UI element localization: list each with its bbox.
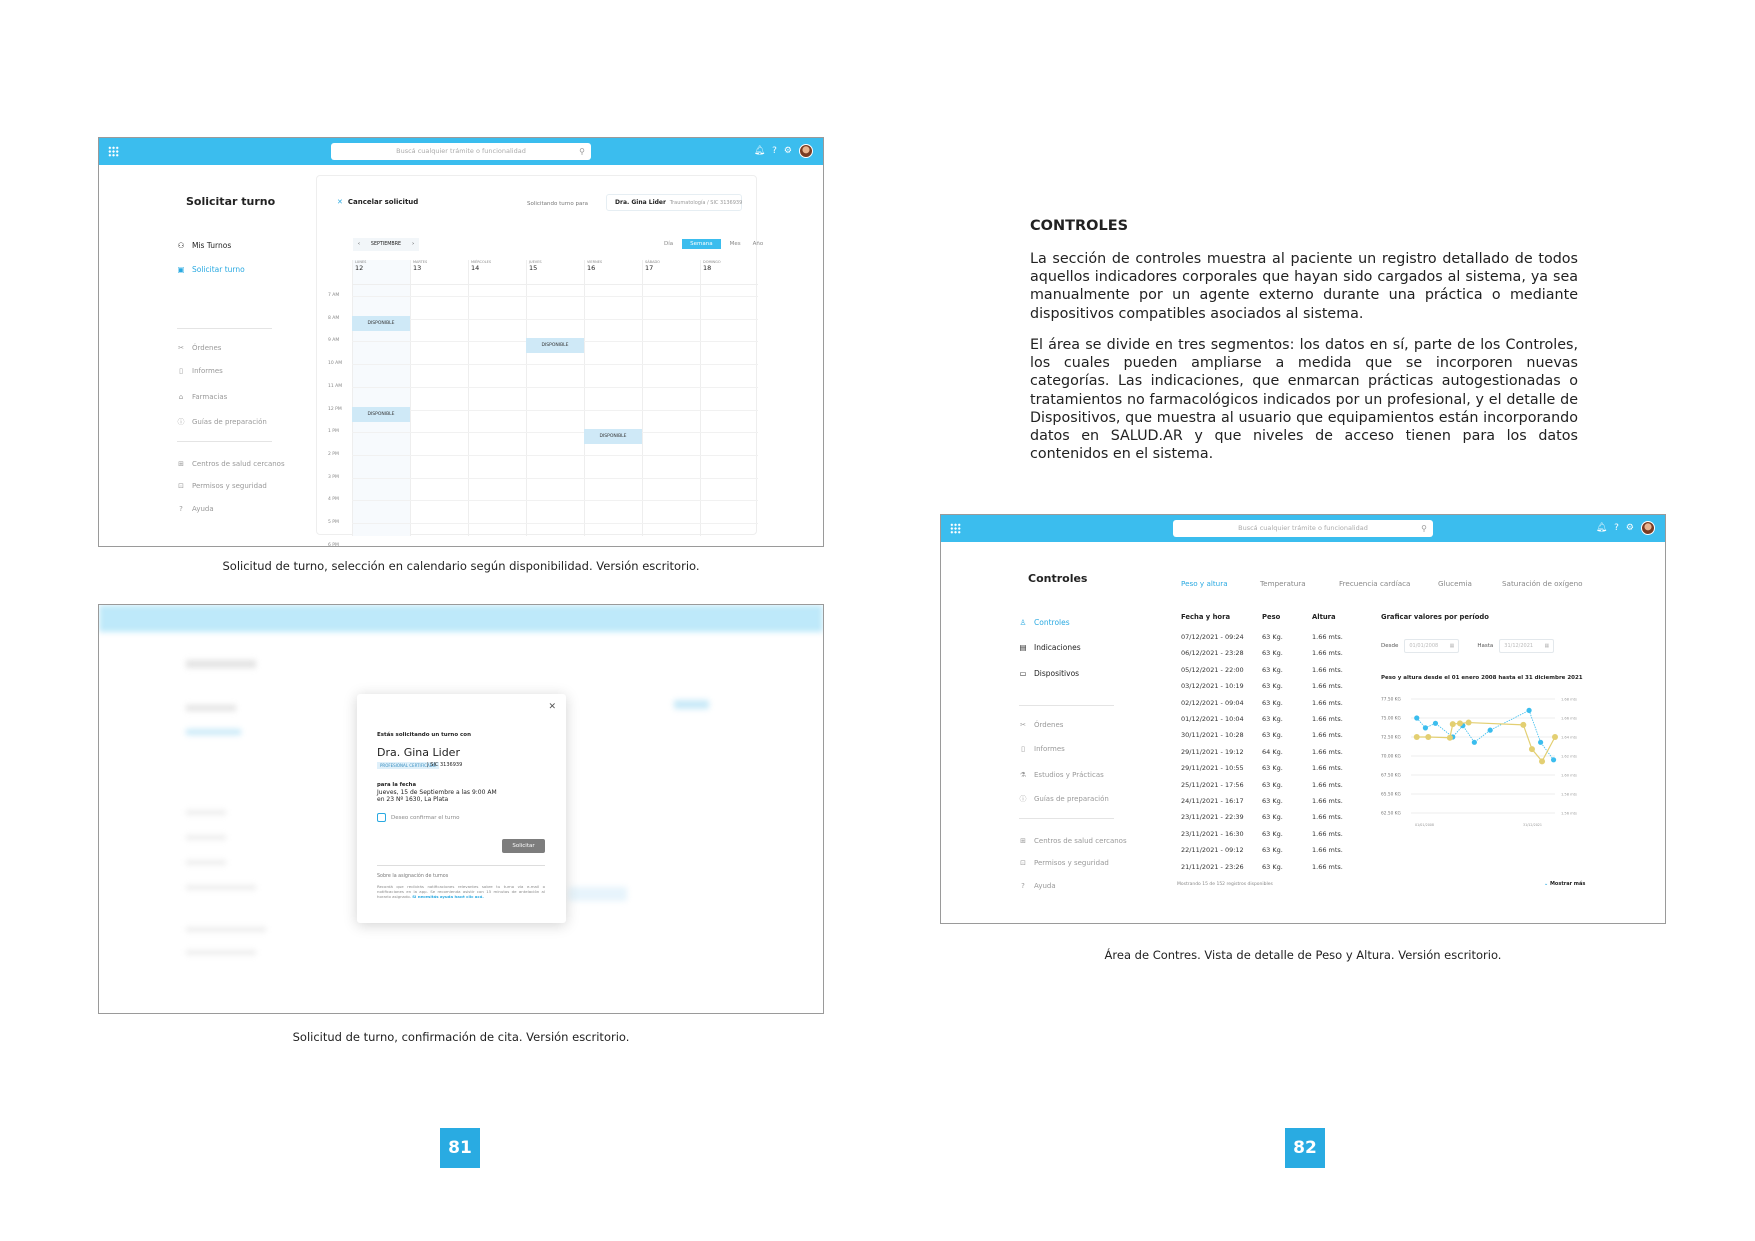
- hour-line: [352, 319, 758, 320]
- search-icon: ⚲: [1421, 524, 1427, 533]
- table-cell: 29/11/2021 - 10:55: [1181, 764, 1244, 773]
- sidebar-item-label: Permisos y seguridad: [192, 482, 267, 490]
- table-cell: 63 Kg.: [1262, 731, 1283, 740]
- sidebar-item-estudios-y-practicas[interactable]: [1018, 771, 1104, 779]
- apps-grid-icon[interactable]: [950, 523, 961, 534]
- table-cell: 63 Kg.: [1262, 797, 1283, 805]
- table-cell: 1.66 mts.: [1312, 633, 1343, 641]
- data-point-peso[interactable]: [1472, 740, 1477, 745]
- confirm-checkbox[interactable]: [377, 813, 460, 822]
- table-cell: 01/12/2021 - 10:04: [1181, 715, 1244, 723]
- table-cell: 1.66 mts.: [1312, 649, 1343, 658]
- day-column[interactable]: [526, 260, 584, 536]
- divider: [377, 865, 545, 866]
- day-column[interactable]: [410, 260, 468, 536]
- day-name: MIÉRCOLES: [471, 260, 492, 264]
- table-cell: 07/12/2021 - 09:24: [1181, 633, 1244, 641]
- table-cell: 21/11/2021 - 23:26: [1181, 862, 1244, 871]
- day-column[interactable]: [700, 260, 758, 536]
- table-cell: 63 Kg.: [1262, 780, 1283, 789]
- sidebar-item-label: Informes: [192, 367, 223, 375]
- data-point-peso[interactable]: [1526, 708, 1531, 713]
- people-icon: ⚇: [177, 241, 185, 250]
- tab-temperatura[interactable]: Temperatura: [1260, 579, 1306, 588]
- month-navigator: [353, 238, 419, 251]
- data-point-peso[interactable]: [1538, 740, 1543, 745]
- to-date-input[interactable]: [1499, 639, 1554, 653]
- table-cell: 1.66 mts.: [1312, 780, 1343, 789]
- time-label: 3 PM: [328, 474, 339, 480]
- search-input[interactable]: [1173, 520, 1433, 537]
- column-header: Altura: [1312, 613, 1336, 621]
- next-month-button[interactable]: ›: [412, 242, 414, 247]
- divider: [1019, 705, 1114, 706]
- from-label: Desde: [1381, 643, 1399, 649]
- hour-line: [352, 364, 758, 365]
- close-icon: ✕: [337, 198, 343, 206]
- hour-line: [352, 546, 758, 547]
- hour-line: [352, 410, 758, 411]
- doctor-chip[interactable]: [606, 194, 742, 211]
- data-point-peso[interactable]: [1423, 725, 1428, 730]
- table-cell: 22/11/2021 - 09:12: [1181, 846, 1244, 855]
- y-tick-label: 65.50 KG: [1381, 792, 1401, 798]
- data-point-peso[interactable]: [1488, 728, 1493, 733]
- graph-title: Graficar valores por período: [1381, 613, 1489, 621]
- day-header: [355, 260, 413, 272]
- data-point-peso[interactable]: [1414, 715, 1419, 720]
- divider: [1019, 818, 1114, 819]
- page-title: Solicitar turno: [186, 195, 276, 208]
- table-cell: 63 Kg.: [1262, 633, 1283, 641]
- checkbox-label: Deseo confirmar el turno: [391, 814, 460, 821]
- y-tick-label: 62.50 KG: [1381, 811, 1401, 817]
- confirm-modal: [357, 694, 566, 923]
- modal-doctor-name: Dra. Gina Lider: [377, 746, 460, 759]
- table-cell: 1.66 mts.: [1312, 698, 1343, 707]
- table-cell: 63 Kg.: [1262, 764, 1283, 773]
- y2-tick-label: 1.56 mts: [1561, 811, 1577, 816]
- day-column[interactable]: [468, 260, 526, 536]
- avatar[interactable]: [799, 144, 813, 158]
- from-date-input[interactable]: [1404, 639, 1459, 653]
- cancel-request-button[interactable]: [337, 198, 418, 206]
- sidebar-item-label: Guías de preparación: [1034, 795, 1109, 803]
- table-cell: 02/12/2021 - 09:04: [1181, 698, 1244, 707]
- sidebar-item-solicitar-turno[interactable]: [176, 265, 245, 274]
- gear-icon[interactable]: ⚙: [1625, 523, 1634, 533]
- sidebar-item-centros-de-salud-cercanos[interactable]: [1018, 837, 1127, 845]
- x-tick-label: 31/12/2021: [1523, 823, 1543, 827]
- page-number: 81: [440, 1128, 480, 1168]
- day-header: [471, 260, 529, 272]
- table-cell: 30/11/2021 - 10:28: [1181, 731, 1244, 740]
- sidebar-item-permisos-y-seguridad[interactable]: [176, 482, 267, 490]
- to-value: 31/12/2021: [1504, 643, 1534, 649]
- time-label: 5 PM: [328, 520, 339, 525]
- y-tick-label: 72.50 KG: [1381, 735, 1401, 741]
- doctor-detail: Traumatología / SIC 3136939: [669, 200, 743, 206]
- y-tick-label: 70.00 KG: [1381, 754, 1401, 760]
- available-slot[interactable]: DISPONIBLE: [526, 338, 584, 353]
- info-icon: ⓘ: [177, 418, 185, 426]
- table-cell: 63 Kg.: [1262, 649, 1283, 658]
- appointment-address: en 23 Nº 1630, La Plata: [377, 796, 449, 803]
- table-cell: 24/11/2021 - 16:17: [1181, 797, 1244, 805]
- tab-peso-y-altura[interactable]: Peso y altura: [1181, 579, 1228, 588]
- data-point-altura[interactable]: [1466, 720, 1472, 726]
- sidebar-item-label: Farmacias: [192, 393, 228, 401]
- tab-frecuencia-cardiaca[interactable]: Frecuencia cardíaca: [1339, 579, 1411, 588]
- time-label: 6 PM: [328, 542, 339, 547]
- hour-line: [352, 432, 758, 433]
- search-placeholder: Buscá cualquier trámite o funcionalidad: [396, 147, 526, 155]
- lock-icon: ⊡: [1020, 859, 1026, 867]
- tab-saturacion-de-oxigeno[interactable]: Saturación de oxígeno: [1502, 579, 1583, 588]
- sidebar-item-label: Centros de salud cercanos: [1034, 837, 1127, 845]
- data-point-altura[interactable]: [1457, 720, 1463, 726]
- sidebar-item-centros-de-salud-cercanos[interactable]: [176, 460, 285, 468]
- day-number: 17: [645, 264, 654, 272]
- divider: [177, 328, 272, 329]
- sidebar-item-label: Mis Turnos: [192, 241, 232, 250]
- table-cell: 63 Kg.: [1262, 715, 1283, 723]
- y2-tick-label: 1.66 mts: [1561, 716, 1577, 721]
- calendar-icon: ▦: [1449, 643, 1455, 649]
- sidebar-item-guias-de-preparacion[interactable]: [1018, 794, 1109, 804]
- user-icon: ♙: [1019, 618, 1027, 627]
- day-header: [413, 260, 471, 272]
- doctor-name: Dra. Gina Lider: [615, 199, 666, 206]
- lock-icon: ⊡: [178, 482, 184, 490]
- tab-glucemia[interactable]: Glucemia: [1438, 579, 1472, 588]
- column-header: Fecha y hora: [1181, 613, 1231, 621]
- day-name: VIERNES: [587, 260, 603, 264]
- calendar-screenshot: [98, 137, 824, 547]
- column-header: Peso: [1262, 613, 1281, 621]
- data-point-altura[interactable]: [1425, 734, 1431, 740]
- available-slot[interactable]: DISPONIBLE: [584, 429, 642, 444]
- apps-grid-icon[interactable]: [108, 146, 119, 157]
- hour-line: [352, 500, 758, 501]
- controls-screenshot: [940, 514, 1666, 924]
- bell-icon[interactable]: 🔔︎: [1595, 523, 1608, 533]
- table-cell: 64 Kg.: [1262, 747, 1283, 756]
- sidebar-item-label: Estudios y Prácticas: [1034, 771, 1104, 779]
- day-number: 18: [703, 264, 712, 272]
- sidebar-item-ordenes[interactable]: [1018, 721, 1063, 729]
- sidebar-item-guias-de-preparacion[interactable]: [176, 417, 267, 427]
- view-dia[interactable]: Día: [664, 241, 674, 247]
- table-cell: 25/11/2021 - 17:56: [1181, 780, 1244, 789]
- x-tick-label: 01/01/2008: [1415, 823, 1435, 827]
- hour-line: [352, 387, 758, 388]
- y-tick-label: 77.50 KG: [1381, 697, 1401, 703]
- page-number: 82: [1285, 1128, 1325, 1168]
- day-number: 16: [587, 264, 596, 272]
- confirmation-screenshot: [98, 604, 824, 1014]
- caption-confirmation: Solicitud de turno, confirmación de cita. Versión escritorio.: [292, 1030, 630, 1044]
- flask-icon: ⚗: [1019, 771, 1027, 779]
- time-label: 7 AM: [328, 293, 340, 298]
- table-cell: 1.66 mts.: [1312, 797, 1343, 805]
- day-header: [645, 260, 703, 272]
- day-number: 14: [471, 264, 480, 272]
- help-icon[interactable]: ?: [772, 146, 777, 156]
- day-name: MARTES: [413, 260, 428, 264]
- day-header: [587, 260, 645, 272]
- store-icon: ⌂: [178, 393, 184, 401]
- show-more-label: Mostrar más: [1549, 881, 1586, 887]
- help-icon: ?: [1021, 882, 1025, 890]
- sidebar-item-informes[interactable]: [1018, 745, 1065, 753]
- y-tick-label: 75.00 KG: [1381, 716, 1401, 722]
- prev-month-button[interactable]: ‹: [358, 242, 360, 247]
- time-label: 4 PM: [328, 497, 339, 503]
- time-label: 11 AM: [328, 383, 343, 389]
- weight-height-chart: [1377, 685, 1587, 845]
- device-icon: ▭: [1019, 669, 1027, 678]
- day-number: 12: [355, 264, 364, 272]
- table-cell: 63 Kg.: [1262, 665, 1283, 674]
- help-icon[interactable]: ?: [1614, 523, 1619, 533]
- table-cell: 23/11/2021 - 16:30: [1181, 829, 1244, 838]
- table-cell: 1.66 mts.: [1312, 747, 1343, 756]
- cancel-label: Cancelar solicitud: [347, 198, 419, 206]
- page-title: Controles: [1028, 572, 1088, 585]
- data-point-altura[interactable]: [1529, 746, 1535, 752]
- section-heading: CONTROLES: [1030, 218, 1129, 234]
- sidebar-item-label: Controles: [1034, 618, 1070, 627]
- modal-sic: | SIC 3136939: [427, 762, 463, 768]
- from-value: 01/01/2008: [1409, 643, 1439, 649]
- sidebar-item-label: Permisos y seguridad: [1034, 859, 1109, 867]
- day-column[interactable]: [642, 260, 700, 536]
- help-icon: ?: [179, 505, 183, 513]
- caption-controls: Área de Contres. Vista de detalle de Peso y Altura. Versión escritorio.: [1104, 948, 1502, 962]
- table-cell: 23/11/2021 - 22:39: [1181, 813, 1244, 822]
- y2-tick-label: 1.64 mts: [1561, 735, 1577, 740]
- table-cell: 06/12/2021 - 23:28: [1181, 649, 1244, 658]
- hospital-icon: ⊞: [1020, 837, 1026, 845]
- submit-button[interactable]: Solicitar: [502, 839, 545, 853]
- table-cell: 05/12/2021 - 22:00: [1181, 665, 1244, 674]
- view-mes[interactable]: Mes: [729, 241, 741, 247]
- search-input[interactable]: [331, 143, 591, 160]
- table-cell: 1.66 mts.: [1312, 829, 1343, 838]
- scissors-icon: ✂: [1020, 721, 1026, 729]
- table-cell: 1.66 mts.: [1312, 665, 1343, 674]
- table-cell: 63 Kg.: [1262, 846, 1283, 855]
- date-label: para la fecha: [377, 782, 417, 788]
- day-column[interactable]: [584, 260, 642, 536]
- close-modal-button[interactable]: ✕: [548, 702, 556, 712]
- time-label: 1 PM: [328, 429, 339, 435]
- sidebar-item-farmacias[interactable]: [176, 393, 227, 401]
- show-more-button[interactable]: [1544, 881, 1585, 887]
- day-number: 15: [529, 264, 538, 272]
- caption-calendar: Solicitud de turno, selección en calendario según disponibilidad. Versión escritorio.: [222, 559, 700, 573]
- data-point-altura[interactable]: [1414, 734, 1420, 740]
- table-cell: 63 Kg.: [1262, 862, 1283, 871]
- table-cell: 03/12/2021 - 10:19: [1181, 682, 1244, 691]
- table-cell: 1.66 mts.: [1312, 731, 1343, 740]
- chart-title: Peso y altura desde el 01 enero 2008 hasta el 31 diciembre 2021: [1381, 675, 1583, 681]
- top-bar: [941, 515, 1665, 542]
- month-label: SEPTIEMBRE: [370, 242, 402, 247]
- data-point-altura[interactable]: [1447, 735, 1453, 741]
- time-label: 12 PM: [328, 406, 342, 412]
- help-link[interactable]: Si necesitás ayuda hacé clic acá.: [412, 894, 484, 899]
- table-cell: 29/11/2021 - 19:12: [1181, 747, 1244, 756]
- y-tick-label: 67.50 KG: [1381, 773, 1401, 779]
- day-header: [529, 260, 587, 272]
- hour-line: [352, 296, 758, 297]
- header-divider: [352, 284, 758, 285]
- bell-icon[interactable]: 🔔︎: [753, 146, 766, 156]
- appointment-date: Jueves, 15 de Septiembre a las 9:00 AM: [377, 789, 497, 796]
- sidebar-item-informes[interactable]: [176, 367, 223, 375]
- day-header: [703, 260, 761, 272]
- data-point-altura[interactable]: [1552, 734, 1558, 740]
- table-cell: 1.66 mts.: [1312, 764, 1343, 773]
- day-name: SÁBADO: [645, 260, 660, 264]
- table-cell: 63 Kg.: [1262, 698, 1283, 707]
- report-icon: ▯: [1021, 745, 1025, 753]
- y2-tick-label: 1.68 mts: [1561, 697, 1577, 702]
- y2-tick-label: 1.60 mts: [1561, 773, 1577, 778]
- calendar-icon: ▦: [1544, 643, 1550, 649]
- search-placeholder: Buscá cualquier trámite o funcionalidad: [1238, 524, 1368, 532]
- sidebar-item-label: Órdenes: [1034, 721, 1064, 729]
- sidebar-item-permisos-y-seguridad[interactable]: [1018, 859, 1109, 867]
- sidebar-item-label: Centros de salud cercanos: [192, 460, 285, 468]
- sidebar-item-label: Guías de preparación: [192, 418, 267, 426]
- sidebar-item-label: Órdenes: [192, 344, 222, 352]
- time-label: 10 AM: [328, 361, 343, 367]
- table-cell: 63 Kg.: [1262, 813, 1283, 822]
- sidebar-item-mis-turnos[interactable]: [176, 241, 231, 250]
- records-count: Mostrando 15 de 152 registros disponibles: [1177, 882, 1273, 887]
- chevron-down-icon: ⌄: [1544, 881, 1549, 887]
- hour-line: [352, 523, 758, 524]
- sidebar-item-label: Indicaciones: [1034, 643, 1081, 652]
- hospital-icon: ⊞: [178, 460, 184, 468]
- search-icon: ⚲: [579, 147, 585, 156]
- calendar-card: [316, 175, 764, 547]
- available-slot[interactable]: DISPONIBLE: [352, 407, 410, 422]
- table-cell: 1.66 mts.: [1312, 846, 1343, 855]
- time-label: 9 AM: [328, 338, 340, 344]
- day-column[interactable]: [352, 260, 410, 536]
- y2-tick-label: 1.62 mts: [1561, 754, 1577, 759]
- table-cell: 1.66 mts.: [1312, 813, 1343, 822]
- paragraph-2: El área se divide en tres segmentos: los datos en sí, parte de los Controles, los cuales pueden ampliarse a medida que se incorporen nuevas categorías. Las indicaciones, que enmarcan prácticas autogestionadas o tratamientos no farmacológicos indicados por un profesional, y el detalle de Dispositivos, que muestra al usuario que equipamientos están incorporando datos en SALUD.AR y que niveles de acceso tienen para los datos contenidos en el sistema.: [1030, 337, 1578, 463]
- sidebar-item-indicaciones[interactable]: [1018, 643, 1081, 652]
- sidebar-item-label: Informes: [1034, 745, 1065, 753]
- sidebar-item-dispositivos[interactable]: [1018, 669, 1079, 678]
- calendar-icon: ▣: [177, 265, 185, 274]
- day-number: 13: [413, 264, 422, 272]
- hour-line: [352, 455, 758, 456]
- sidebar-item-label: Ayuda: [192, 505, 214, 513]
- data-point-altura[interactable]: [1450, 721, 1456, 727]
- data-point-altura[interactable]: [1539, 758, 1545, 764]
- scissors-icon: ✂: [178, 344, 184, 352]
- about-body: Recordá que recibirás notificaciones relevantes sobre tu turno vía e-mail o notificaciones en la app. Se recomienda asistir con 15 minutos de antelación al horario asignado.: [377, 884, 545, 899]
- day-name: LUNES: [355, 260, 367, 264]
- view-ano[interactable]: Año: [752, 241, 764, 247]
- about-text: [377, 884, 545, 899]
- sidebar-item-controles[interactable]: [1018, 618, 1070, 627]
- available-slot[interactable]: DISPONIBLE: [352, 316, 410, 331]
- sidebar-item-ordenes[interactable]: [176, 344, 221, 352]
- table-cell: 1.66 mts.: [1312, 715, 1343, 723]
- table-cell: 63 Kg.: [1262, 682, 1283, 691]
- paragraph-1: La sección de controles muestra al paciente un registro detallado de todos aquellos indicadores corporales que hayan sido cargados al sistema, ya sea manualmente por un agente externo durante una práctica o mediante dispositivos compatibles asociados al sistema.: [1030, 251, 1578, 322]
- view-semana[interactable]: Semana: [682, 239, 720, 249]
- modal-intro: Estás solicitando un turno con: [377, 732, 471, 738]
- data-point-peso[interactable]: [1433, 721, 1438, 726]
- to-label: Hasta: [1477, 643, 1494, 649]
- day-name: DOMINGO: [703, 260, 721, 264]
- sidebar-item-label: Solicitar turno: [192, 265, 245, 274]
- sidebar-item-label: Dispositivos: [1034, 669, 1080, 678]
- table-cell: 1.66 mts.: [1312, 682, 1343, 691]
- sidebar-item-ayuda[interactable]: [1018, 882, 1056, 890]
- time-label: 2 PM: [328, 451, 339, 457]
- data-point-peso[interactable]: [1551, 757, 1556, 762]
- time-label: 8 AM: [328, 315, 340, 321]
- avatar[interactable]: [1641, 521, 1655, 535]
- list-icon: ▤: [1019, 643, 1027, 652]
- sidebar-item-ayuda[interactable]: [176, 505, 214, 513]
- y2-tick-label: 1.58 mts: [1561, 792, 1577, 797]
- requesting-label: Solicitando turno para: [527, 201, 588, 207]
- report-icon: ▯: [179, 367, 183, 375]
- table-cell: 63 Kg.: [1262, 829, 1283, 838]
- sidebar-item-label: Ayuda: [1034, 882, 1056, 890]
- data-point-altura[interactable]: [1520, 722, 1526, 728]
- about-title: Sobre la asignación de turnos: [377, 874, 449, 879]
- day-name: JUEVES: [529, 260, 542, 264]
- hour-line: [352, 478, 758, 479]
- table-cell: 1.66 mts.: [1312, 862, 1343, 871]
- gear-icon[interactable]: ⚙: [783, 146, 792, 156]
- certified-badge: PROFESIONAL CERTIFICADO: [377, 762, 439, 769]
- top-bar: [99, 138, 823, 165]
- info-icon: ⓘ: [1019, 795, 1027, 803]
- divider: [177, 441, 272, 442]
